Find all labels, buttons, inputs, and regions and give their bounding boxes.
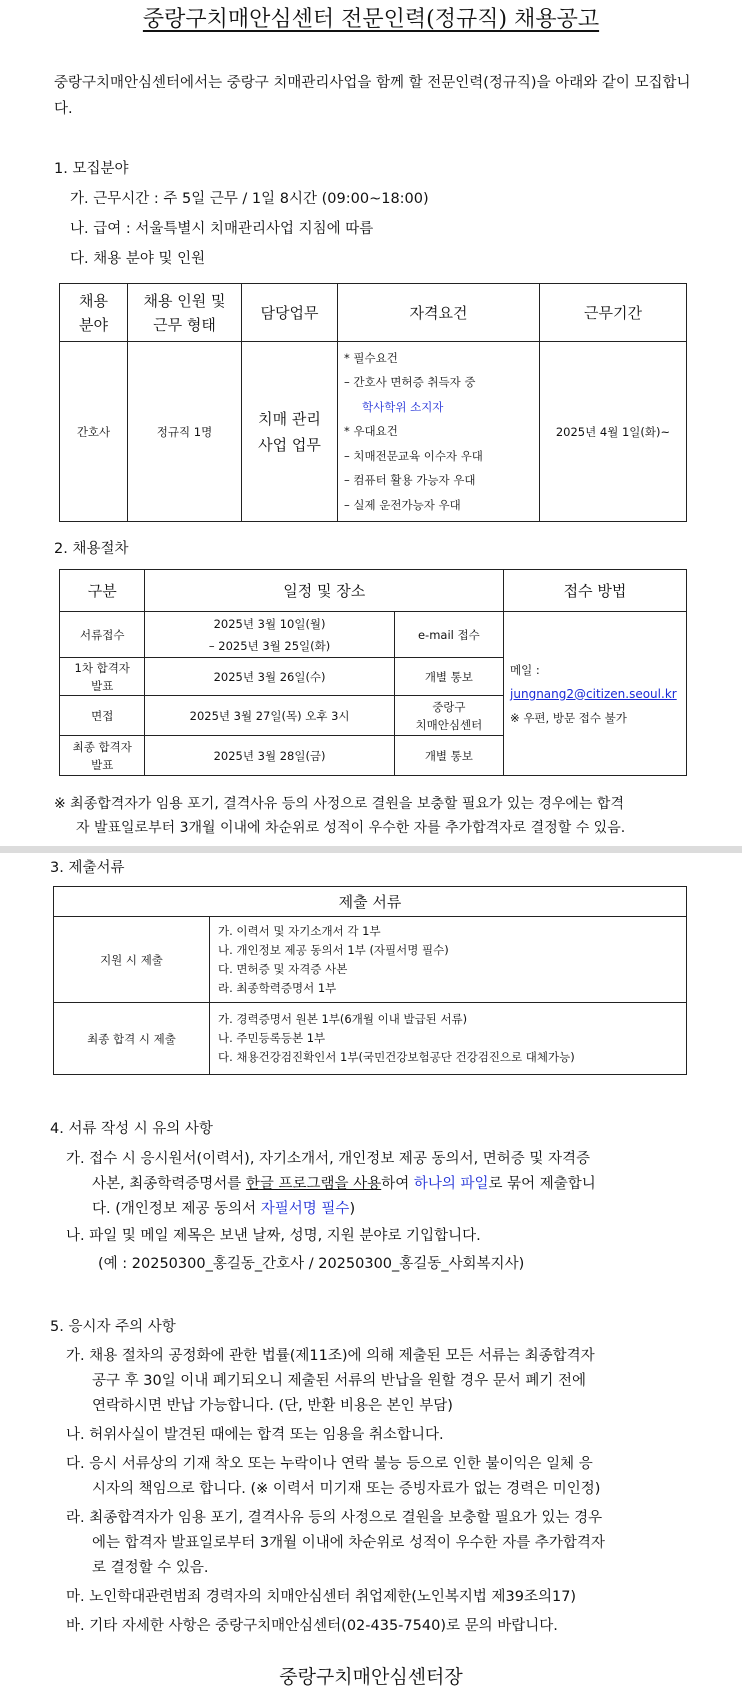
req-line: – 컴퓨터 활용 가능자 우대 xyxy=(344,473,476,488)
text-line: 연락하시면 반납 가능합니다. (단, 반환 비용은 본인 부담) xyxy=(92,1398,453,1414)
documents-header: 제출 서류 xyxy=(54,887,687,917)
documents-table xyxy=(53,886,687,1075)
col-category: 구분 xyxy=(60,570,145,612)
list-item: 가. 경력증명서 원본 1부(6개월 이내 발급된 서류) xyxy=(218,1012,468,1026)
apply-items xyxy=(210,917,687,1003)
text-line: 시자의 책임으로 합니다. (※ 이력서 미기재 또는 증빙자료가 없는 경력은 미인정) xyxy=(92,1481,601,1497)
step-place: 중랑구 치매안심센터 xyxy=(394,696,503,736)
s4-example: (예 : 20250300_홍길동_간호사 / 20250300_홍길동_사회복지사) xyxy=(98,1256,525,1272)
step-name: 면접 xyxy=(60,696,145,736)
final-label: 최종 합격 시 제출 xyxy=(54,1003,210,1075)
text-span: ) xyxy=(349,1201,356,1217)
text-line: 공구 후 30일 이내 폐기되오니 제출된 서류의 반납을 원할 경우 문서 폐기 전에 xyxy=(92,1373,586,1389)
work-hours: 가. 근무시간 : 주 5일 근무 / 1일 8시간 (09:00~18:00) xyxy=(70,191,429,207)
req-line: 학사학위 소지자 xyxy=(362,399,444,414)
text-line: 바. 기타 자세한 사항은 중랑구치매안심센터(02-435-7540)로 문의 바랍니다. xyxy=(66,1618,558,1634)
section-5-heading: 5. 응시자 주의 사항 xyxy=(50,1319,176,1335)
list-item: 나. 개인정보 제공 동의서 1부 (자필서명 필수) xyxy=(218,942,449,957)
list-item: 다. 면허증 및 자격증 사본 xyxy=(218,961,348,976)
col-method: 접수 방법 xyxy=(504,570,687,612)
text-line: 다. 응시 서류상의 기재 착오 또는 누락이나 연락 불능 등으로 인한 불이익은 일체 응 xyxy=(66,1456,593,1472)
list-item: 나. 주민등록등본 1부 xyxy=(218,1031,326,1045)
s4-item-a xyxy=(66,1147,706,1222)
step-name: 서류접수 xyxy=(60,612,145,658)
text-line xyxy=(66,1197,706,1222)
text-line: 나. 허위사실이 발견된 때에는 합격 또는 임용을 취소합니다. xyxy=(66,1427,444,1443)
col-schedule: 일정 및 장소 xyxy=(145,570,504,612)
section-2-heading: 2. 채용절차 xyxy=(54,541,129,557)
text-span: 자필서명 필수 xyxy=(260,1201,350,1217)
req-line: – 실제 운전가능자 우대 xyxy=(344,497,461,512)
req-line: – 치매전문교육 이수자 우대 xyxy=(344,448,483,463)
text-span: 하나의 파일 xyxy=(413,1176,489,1192)
req-line: – 간호사 면허증 취득자 중 xyxy=(344,375,476,390)
req-line: * 우대요건 xyxy=(344,424,398,439)
col-field: 채용 분야 xyxy=(60,284,128,342)
step-name: 1차 합격자 발표 xyxy=(60,658,145,696)
positions-label: 다. 채용 분야 및 인원 xyxy=(70,251,206,267)
text-span: 로 묶어 제출합니 xyxy=(488,1176,596,1192)
step-date: 2025년 3월 10일(월) – 2025년 3월 25일(화) xyxy=(145,612,394,658)
text-line: 마. 노인학대관련범죄 경력자의 치매안심센터 취업제한(노인복지법 제39조의17) xyxy=(66,1589,577,1605)
s5-list xyxy=(66,1344,716,1639)
text-line xyxy=(66,1172,706,1197)
col-duty: 담당업무 xyxy=(242,284,338,342)
step-date: 2025년 3월 27일(목) 오후 3시 xyxy=(145,696,394,736)
process-note-1: ※ 최종합격자가 임용 포기, 결격사유 등의 사정으로 결원을 보충할 필요가 있는 경우에는 합격 xyxy=(54,796,624,812)
field-cell: 간호사 xyxy=(60,342,128,522)
signature: 중랑구치매안심센터장 xyxy=(279,1666,463,1688)
text-line: 에는 합격자 발표일로부터 3개월 이내에 차순위로 성적이 우수한 자를 추가합격자 xyxy=(92,1535,605,1551)
mail-link[interactable]: jungnang2@citizen.seoul.kr xyxy=(510,686,677,701)
salary: 나. 급여 : 서울특별시 치매관리사업 지침에 따름 xyxy=(70,221,374,237)
list-item: 다. 채용건강검진확인서 1부(국민건강보험공단 건강검진으로 대체가능) xyxy=(218,1050,575,1064)
step-place: 개별 통보 xyxy=(394,658,503,696)
step-place: 개별 통보 xyxy=(394,736,503,776)
text-span: 사본, 최종학력증명서를 xyxy=(92,1176,246,1192)
col-period: 근무기간 xyxy=(540,284,687,342)
step-date: 2025년 3월 28일(금) xyxy=(145,736,394,776)
text-span: 하여 xyxy=(381,1176,414,1192)
text-line: 가. 접수 시 응시원서(이력서), 자기소개서, 개인정보 제공 동의서, 면허증 및 자격증 xyxy=(66,1151,591,1167)
count-cell: 정규직 1명 xyxy=(128,342,242,522)
requirements-cell xyxy=(338,342,540,522)
step-place: e-mail 접수 xyxy=(394,612,503,658)
method-cell xyxy=(504,612,687,776)
s4-item-b: 나. 파일 및 메일 제목은 보낸 날짜, 성명, 지원 분야로 기입합니다. xyxy=(66,1228,481,1244)
list-item: 가. 이력서 및 자기소개서 각 1부 xyxy=(218,923,381,938)
section-1-heading: 1. 모집분야 xyxy=(54,161,129,177)
final-items xyxy=(210,1003,687,1075)
text-span: 한글 프로그램을 사용 xyxy=(245,1176,382,1192)
page-title: 중랑구치매안심센터 전문인력(정규직) 채용공고 xyxy=(142,7,600,32)
mail-note: ※ 우편, 방문 접수 불가 xyxy=(510,710,627,725)
text-line: 로 결정할 수 있음. xyxy=(92,1560,209,1576)
section-4-heading: 4. 서류 작성 시 유의 사항 xyxy=(50,1121,213,1137)
duty-cell: 치매 관리 사업 업무 xyxy=(242,342,338,522)
period-cell: 2025년 4월 1일(화)~ xyxy=(540,342,687,522)
apply-label: 지원 시 제출 xyxy=(54,917,210,1003)
page-divider xyxy=(0,846,742,853)
section-3-heading: 3. 제출서류 xyxy=(50,860,125,876)
text-line: 가. 채용 절차의 공정화에 관한 법률(제11조)에 의해 제출된 모든 서류는 최종합격자 xyxy=(66,1348,595,1364)
req-line: * 필수요건 xyxy=(344,350,398,365)
col-requirements: 자격요건 xyxy=(338,284,540,342)
col-count: 채용 인원 및 근무 형태 xyxy=(128,284,242,342)
list-item: 라. 최종학력증명서 1부 xyxy=(218,980,337,995)
process-note-2: 자 발표일로부터 3개월 이내에 차순위로 성적이 우수한 자를 추가합격자로 결정할 수 있음. xyxy=(76,820,626,836)
step-date: 2025년 3월 26일(수) xyxy=(145,658,394,696)
text-line: 라. 최종합격자가 임용 포기, 결격사유 등의 사정으로 결원을 보충할 필요가 있는 경우 xyxy=(66,1510,603,1526)
intro-text: 중랑구치매안심센터에서는 중랑구 치매관리사업을 함께 할 전문인력(정규직)을 아래와 같이 모집합니다. xyxy=(54,75,691,117)
mail-label: 메일 : xyxy=(510,662,540,677)
recruit-table xyxy=(59,283,687,522)
process-table xyxy=(59,569,687,776)
step-name: 최종 합격자 발표 xyxy=(60,736,145,776)
text-span: 다. (개인정보 제공 동의서 xyxy=(92,1201,261,1217)
